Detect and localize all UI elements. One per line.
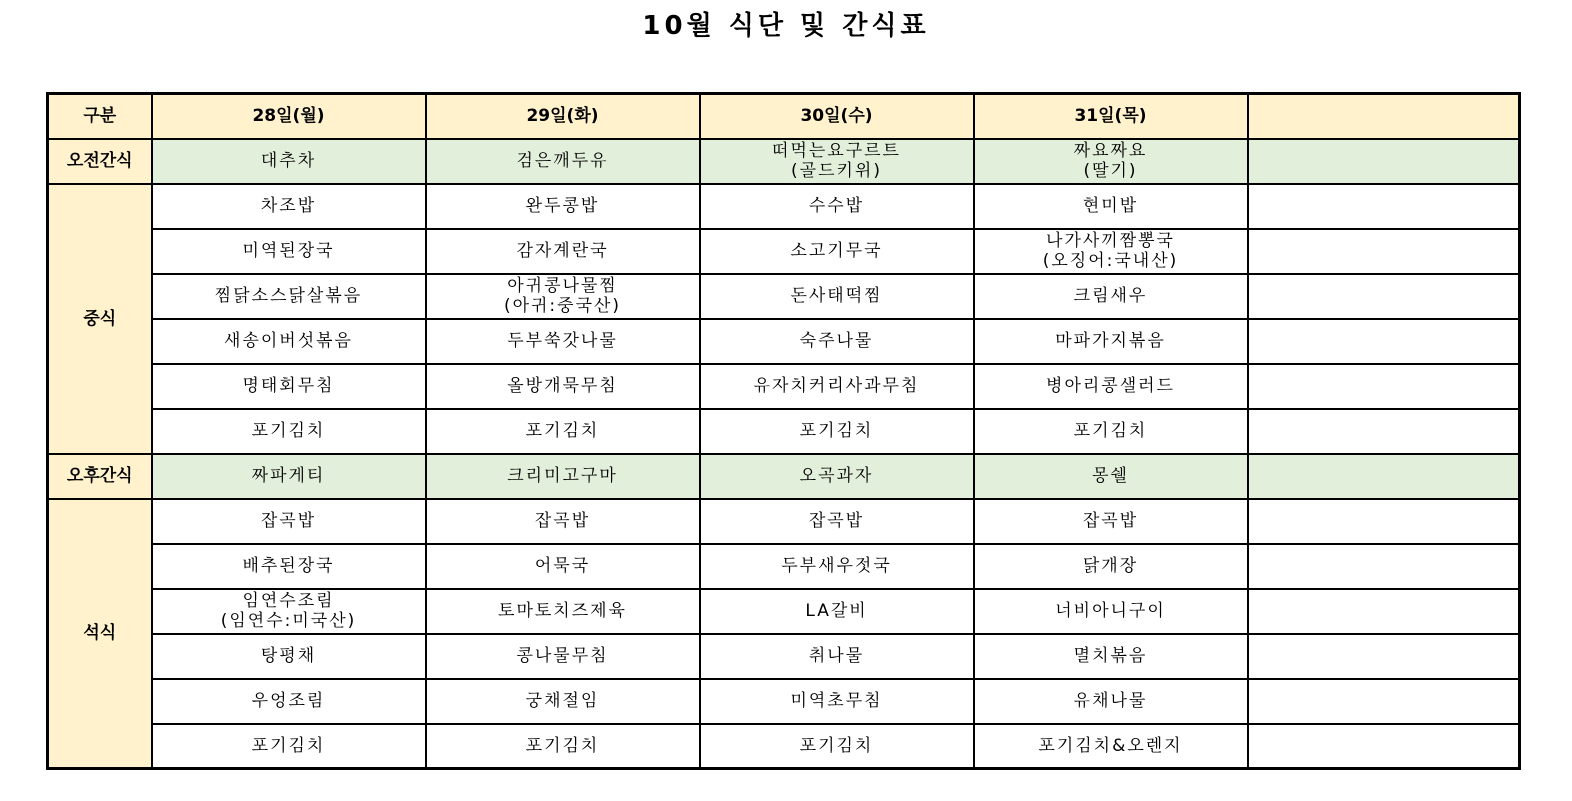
menu-cell bbox=[1248, 184, 1520, 229]
menu-cell bbox=[700, 184, 974, 229]
menu-item: 잡곡밥 bbox=[1082, 511, 1139, 531]
menu-item: 포기김치 bbox=[799, 735, 874, 756]
menu-cell bbox=[974, 319, 1248, 364]
menu-item: 잡곡밥 bbox=[260, 511, 317, 531]
menu-cell bbox=[426, 364, 700, 409]
menu-cell bbox=[974, 679, 1248, 724]
menu-cell bbox=[974, 364, 1248, 409]
dinner-row bbox=[48, 679, 1520, 724]
dinner-row bbox=[48, 544, 1520, 589]
menu-cell bbox=[974, 184, 1248, 229]
menu-cell bbox=[1248, 274, 1520, 319]
menu-cell bbox=[700, 364, 974, 409]
menu-cell bbox=[700, 274, 974, 319]
dinner-row bbox=[48, 499, 1520, 544]
menu-item-origin: (딸기) bbox=[1083, 161, 1138, 181]
menu-item-origin: (골드키위) bbox=[791, 161, 882, 181]
menu-cell bbox=[700, 229, 974, 274]
menu-item: 찜닭소스닭살볶음 bbox=[214, 286, 363, 306]
menu-cell bbox=[974, 544, 1248, 589]
menu-item: 감자계란국 bbox=[516, 241, 609, 261]
menu-cell bbox=[974, 409, 1248, 454]
menu-item: 병아리콩샐러드 bbox=[1046, 376, 1175, 396]
menu-cell bbox=[426, 184, 700, 229]
menu-item: 짜파게티 bbox=[251, 466, 326, 486]
menu-item: 차조밥 bbox=[260, 196, 317, 216]
menu-cell bbox=[152, 679, 426, 724]
menu-cell bbox=[1248, 364, 1520, 409]
afternoon-snack-row bbox=[48, 454, 1520, 499]
menu-cell bbox=[426, 229, 700, 274]
menu-cell bbox=[152, 634, 426, 679]
morning-snack-label: 오전간식 bbox=[48, 139, 152, 184]
header-day: 31일(목) bbox=[974, 94, 1248, 139]
menu-cell bbox=[426, 679, 700, 724]
menu-item: 대추차 bbox=[260, 151, 317, 171]
menu-cell bbox=[700, 499, 974, 544]
afternoon-snack-label: 오후간식 bbox=[48, 454, 152, 499]
lunch-row bbox=[48, 319, 1520, 364]
menu-item: 배추된장국 bbox=[242, 556, 335, 576]
menu-cell bbox=[426, 544, 700, 589]
menu-cell bbox=[152, 274, 426, 319]
menu-item: 명태회무침 bbox=[242, 376, 335, 396]
table-body bbox=[48, 94, 1520, 769]
header-day: 30일(수) bbox=[700, 94, 974, 139]
menu-cell bbox=[426, 319, 700, 364]
menu-item: 포기김치 bbox=[525, 735, 600, 756]
menu-cell bbox=[974, 499, 1248, 544]
menu-item: 숙주나물 bbox=[799, 331, 874, 351]
menu-item: 임연수조림 bbox=[242, 591, 335, 611]
menu-cell bbox=[152, 454, 426, 499]
menu-item: 짜요짜요 bbox=[1073, 141, 1148, 161]
menu-item: 미역된장국 bbox=[242, 241, 335, 261]
menu-item: 올방개묵무침 bbox=[507, 376, 618, 396]
menu-cell bbox=[426, 499, 700, 544]
menu-cell bbox=[700, 409, 974, 454]
menu-item: 닭개장 bbox=[1082, 556, 1139, 576]
menu-item: 너비아니구이 bbox=[1055, 601, 1166, 621]
menu-item: 떠먹는요구르트 bbox=[772, 141, 901, 161]
menu-item: 나가사끼짬뽕국 bbox=[1046, 231, 1175, 251]
menu-cell bbox=[152, 499, 426, 544]
menu-item: 마파가지볶음 bbox=[1055, 331, 1166, 351]
menu-item: 오곡과자 bbox=[799, 466, 874, 486]
menu-item: 멸치볶음 bbox=[1073, 646, 1148, 666]
menu-cell bbox=[700, 724, 974, 769]
lunch-row bbox=[48, 409, 1520, 454]
menu-cell bbox=[700, 319, 974, 364]
lunch-label: 중식 bbox=[48, 184, 152, 454]
menu-cell bbox=[700, 679, 974, 724]
menu-item: 돈사태떡찜 bbox=[790, 286, 883, 306]
menu-cell bbox=[700, 544, 974, 589]
header-category: 구분 bbox=[48, 94, 152, 139]
menu-cell bbox=[974, 724, 1248, 769]
header-day bbox=[1248, 94, 1520, 139]
menu-cell bbox=[700, 589, 974, 634]
menu-item: 크림새우 bbox=[1073, 286, 1148, 306]
menu-item: 포기김치 bbox=[799, 421, 874, 441]
menu-item: 수수밥 bbox=[808, 196, 865, 216]
menu-cell bbox=[152, 544, 426, 589]
menu-cell bbox=[1248, 589, 1520, 634]
lunch-row bbox=[48, 274, 1520, 319]
menu-item: 우엉조림 bbox=[251, 691, 326, 711]
menu-cell bbox=[152, 229, 426, 274]
menu-item: 포기김치 bbox=[1073, 421, 1148, 441]
menu-cell bbox=[1248, 679, 1520, 724]
meal-schedule-table bbox=[46, 92, 1521, 770]
menu-item: 완두콩밥 bbox=[525, 196, 600, 216]
menu-cell bbox=[426, 724, 700, 769]
menu-cell bbox=[974, 454, 1248, 499]
page-title: 10월 식단 및 간식표 bbox=[642, 11, 930, 41]
menu-cell bbox=[1248, 454, 1520, 499]
menu-cell bbox=[700, 454, 974, 499]
menu-cell bbox=[1248, 409, 1520, 454]
header-day: 29일(화) bbox=[426, 94, 700, 139]
lunch-row bbox=[48, 184, 1520, 229]
menu-cell bbox=[152, 364, 426, 409]
menu-cell bbox=[152, 724, 426, 769]
menu-item: 검은깨두유 bbox=[516, 151, 609, 171]
menu-cell bbox=[152, 184, 426, 229]
menu-item: 현미밥 bbox=[1082, 196, 1139, 216]
menu-item: 유자치커리사과무침 bbox=[753, 376, 920, 396]
lunch-row bbox=[48, 229, 1520, 274]
menu-item: 잡곡밥 bbox=[808, 511, 865, 531]
menu-cell bbox=[426, 634, 700, 679]
menu-item: 토마토치즈제육 bbox=[498, 601, 627, 621]
menu-item: 포기김치 bbox=[525, 421, 600, 441]
menu-item: 몽쉘 bbox=[1092, 466, 1129, 486]
menu-item: 포기김치 bbox=[251, 735, 326, 756]
menu-cell bbox=[426, 274, 700, 319]
menu-item: 두부쑥갓나물 bbox=[507, 331, 618, 351]
menu-cell bbox=[700, 139, 974, 184]
menu-item-origin: (아귀:중국산) bbox=[503, 296, 622, 316]
menu-cell bbox=[974, 139, 1248, 184]
dinner-row bbox=[48, 589, 1520, 634]
menu-cell bbox=[152, 409, 426, 454]
menu-cell bbox=[974, 229, 1248, 274]
menu-cell bbox=[426, 409, 700, 454]
menu-cell bbox=[1248, 724, 1520, 769]
menu-item: 두부새우젓국 bbox=[781, 556, 892, 576]
menu-cell bbox=[1248, 634, 1520, 679]
menu-cell bbox=[974, 589, 1248, 634]
menu-item: 포기김치&오렌지 bbox=[1038, 735, 1183, 756]
menu-cell bbox=[1248, 499, 1520, 544]
menu-cell bbox=[426, 139, 700, 184]
menu-item: 새송이버섯볶음 bbox=[224, 331, 353, 351]
header-day: 28일(월) bbox=[152, 94, 426, 139]
menu-item-origin: (임연수:미국산) bbox=[220, 611, 357, 631]
menu-item: 유채나물 bbox=[1073, 691, 1148, 711]
menu-cell bbox=[152, 589, 426, 634]
dinner-row bbox=[48, 634, 1520, 679]
menu-item: 취나물 bbox=[808, 646, 865, 666]
menu-cell bbox=[426, 454, 700, 499]
dinner-row bbox=[48, 724, 1520, 769]
menu-item: 크리미고구마 bbox=[507, 466, 618, 486]
menu-item-origin: (오징어:국내산) bbox=[1042, 251, 1179, 271]
morning-snack-row bbox=[48, 139, 1520, 184]
menu-cell bbox=[152, 139, 426, 184]
menu-item: 콩나물무침 bbox=[516, 646, 609, 666]
header-row bbox=[48, 94, 1520, 139]
menu-item: 미역초무침 bbox=[790, 691, 883, 711]
menu-cell bbox=[700, 634, 974, 679]
menu-cell bbox=[974, 274, 1248, 319]
menu-cell bbox=[152, 319, 426, 364]
menu-cell bbox=[1248, 139, 1520, 184]
menu-item: 잡곡밥 bbox=[534, 511, 591, 531]
menu-item: LA갈비 bbox=[805, 601, 868, 621]
menu-item: 탕평채 bbox=[260, 646, 317, 666]
menu-cell bbox=[974, 634, 1248, 679]
menu-cell bbox=[1248, 229, 1520, 274]
menu-cell bbox=[1248, 544, 1520, 589]
menu-item: 소고기무국 bbox=[790, 241, 883, 261]
lunch-row bbox=[48, 364, 1520, 409]
dinner-label: 석식 bbox=[48, 499, 152, 769]
menu-cell bbox=[426, 589, 700, 634]
menu-item: 아귀콩나물찜 bbox=[507, 276, 618, 296]
menu-item: 궁채절임 bbox=[525, 691, 600, 711]
menu-item: 포기김치 bbox=[251, 421, 326, 441]
menu-item: 어묵국 bbox=[534, 556, 591, 576]
menu-cell bbox=[1248, 319, 1520, 364]
